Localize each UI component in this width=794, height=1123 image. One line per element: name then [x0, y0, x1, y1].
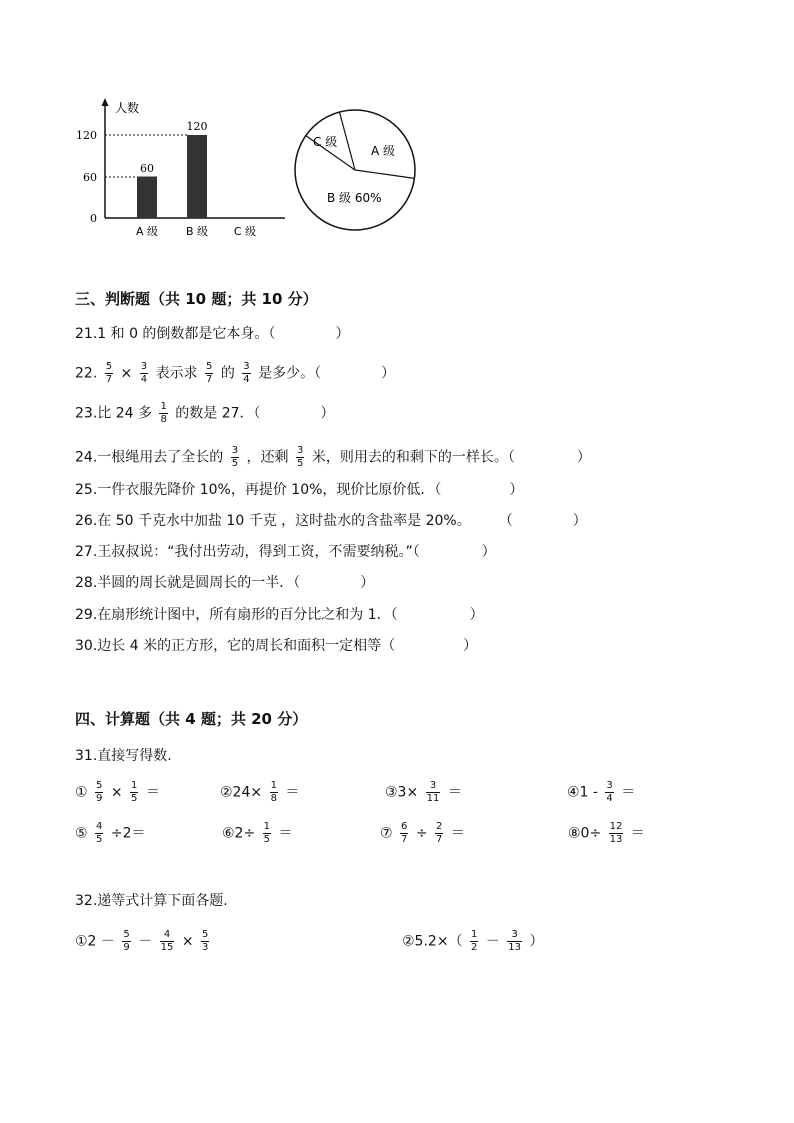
fraction: $\frac{3}{13}$ — [508, 929, 522, 953]
fraction: $\frac{5}{7}$ — [206, 361, 213, 385]
fraction: $\frac{4}{15}$ — [160, 929, 174, 953]
fraction: $\frac{3}{11}$ — [426, 780, 440, 804]
y-axis-arrow — [102, 98, 109, 106]
calc-6: ⑥2÷ $\frac{1}{5}$ ＝ — [222, 821, 293, 845]
pie-chart — [295, 110, 415, 230]
calc-7: ⑦ $\frac{6}{7}$ ÷ $\frac{2}{7}$ ＝ — [380, 821, 465, 845]
fraction: $\frac{1}{2}$ — [471, 929, 478, 953]
fraction: $\frac{3}{4}$ — [140, 361, 148, 385]
calc-4: ④1 - $\frac{3}{4}$ ＝ — [567, 780, 636, 804]
question-21: 21.1 和 0 的倒数都是它本身。（ ） — [75, 326, 350, 342]
fraction: $\frac{3}{5}$ — [231, 445, 239, 469]
bar-b-value-label: 120 — [186, 120, 208, 133]
charts-area — [75, 90, 435, 250]
fraction: $\frac{3}{4}$ — [243, 361, 250, 385]
y-tick-0: 0 — [90, 212, 97, 225]
fraction: $\frac{1}{8}$ — [270, 780, 277, 804]
fraction: $\frac{1}{5}$ — [131, 780, 138, 804]
bar-chart — [76, 98, 285, 238]
calc-1: ① $\frac{5}{9}$ × $\frac{1}{5}$ ＝ — [75, 780, 160, 804]
fraction: $\frac{5}{3}$ — [202, 929, 209, 953]
question-28: 28.半圆的周长就是圆周长的一半．（ ） — [75, 575, 375, 591]
bar-b — [187, 135, 207, 218]
question-27: 27.王叔叔说：“我付出劳动，得到工资，不需要纳税。”（ ） — [75, 544, 496, 560]
question-23: 23.比 24 多 $\frac{1}{8}$ 的数是 27．（ ） — [75, 401, 335, 425]
x-tick-c: C 级 — [233, 225, 257, 238]
calc-5: ⑤ $\frac{4}{5}$ ÷2＝ — [75, 821, 146, 845]
y-tick-60: 60 — [83, 171, 97, 184]
bar-a — [137, 177, 157, 219]
x-tick-a: A 级 — [135, 225, 159, 238]
calc-3: ③3× $\frac{3}{11}$ ＝ — [385, 780, 462, 804]
question-31-title: 31.直接写得数. — [75, 748, 172, 764]
expression-2: ②5.2×（ $\frac{1}{2}$ － $\frac{3}{13}$ ） — [402, 929, 544, 953]
bar-a-value-label: 60 — [140, 162, 154, 175]
question-24: 24.一根绳用去了全长的 $\frac{3}{5}$ ，还剩 $\frac{3}{5}$ 米，则用去的和剩下的一样长。（ ） — [75, 445, 591, 469]
fraction: $\frac{1}{5}$ — [263, 821, 271, 845]
pie-label-b: B 级 60% — [327, 191, 382, 205]
pie-label-a: A 级 — [371, 144, 396, 158]
fraction: $\frac{2}{7}$ — [436, 821, 443, 845]
question-30: 30.边长 4 米的正方形，它的周长和面积一定相等（ ） — [75, 638, 478, 654]
calc-2: ②24× $\frac{1}{8}$ ＝ — [220, 780, 300, 804]
expression-1: ①2 － $\frac{5}{9}$ － $\frac{4}{15}$ × $\frac{5}{3}$ — [75, 929, 209, 953]
question-26: 26.在 50 千克水中加盐 10 千克 ，这时盐水的含盐率是 20%。 （ ） — [75, 513, 587, 529]
question-32-title: 32.递等式计算下面各题. — [75, 893, 228, 909]
pie-label-c: C 级 — [313, 135, 338, 149]
calc-8: ⑧0÷ $\frac{12}{13}$ ＝ — [568, 821, 645, 845]
y-tick-120: 120 — [76, 129, 97, 142]
fraction: $\frac{5}{7}$ — [105, 361, 113, 385]
fraction: $\frac{12}{13}$ — [609, 821, 623, 845]
section-4-title: 四、计算题（共 4 题；共 20 分） — [75, 710, 308, 728]
fraction: $\frac{1}{8}$ — [160, 401, 167, 425]
fraction: $\frac{4}{5}$ — [96, 821, 103, 845]
fraction: $\frac{6}{7}$ — [401, 821, 408, 845]
question-25: 25.一件衣服先降价 10%，再提价 10%，现价比原价低．（ ） — [75, 482, 524, 498]
fraction: $\frac{3}{4}$ — [606, 780, 613, 804]
question-22: 22. $\frac{5}{7}$ × $\frac{3}{4}$ 表示求 $\frac{5}{7}$ 的 $\frac{3}{4}$ 是多少。（ ） — [75, 361, 396, 385]
fraction: $\frac{3}{5}$ — [297, 445, 304, 469]
charts-svg — [75, 90, 435, 250]
fraction: $\frac{5}{9}$ — [96, 780, 103, 804]
question-29: 29.在扇形统计图中，所有扇形的百分比之和为 1．（ ） — [75, 607, 484, 623]
fraction: $\frac{5}{9}$ — [123, 929, 130, 953]
section-3-title: 三、判断题（共 10 题；共 10 分） — [75, 290, 318, 308]
x-tick-b: B 级 — [185, 225, 209, 238]
y-axis-label: 人数 — [115, 101, 140, 115]
